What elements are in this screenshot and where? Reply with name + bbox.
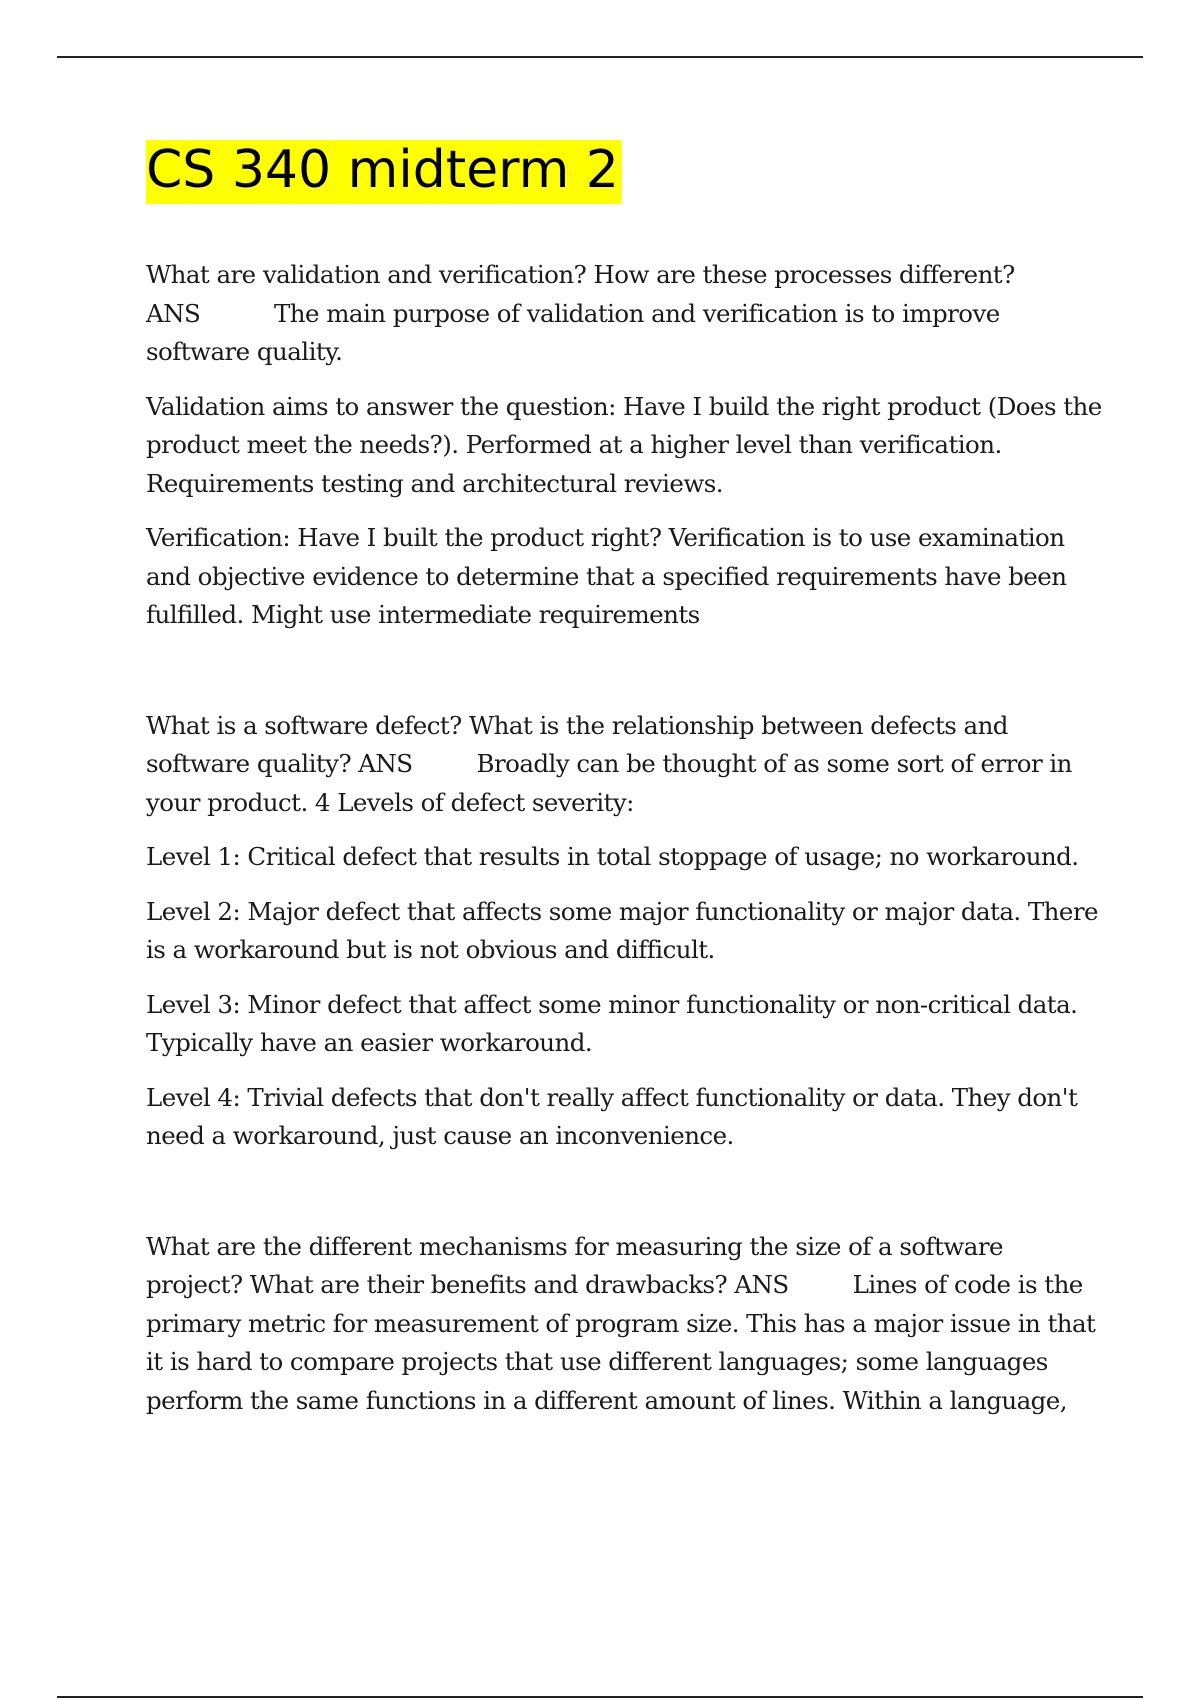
question-text: What is a software defect? What is the relationship between defects and software quality?: [146, 710, 1008, 778]
ans-label: ANS: [146, 298, 201, 328]
answer-paragraph: Level 4: Trivial defects that don't really affect functionality or data. They don't need a workaround, just cause an inconvenience.: [146, 1082, 1078, 1150]
section-spacer: [146, 1172, 1106, 1228]
answer-paragraph: Verification: Have I built the product right? Verification is to use examination and objective evidence to determine that a specified requirements have been fulfilled. Might use intermediate requirements: [146, 523, 1067, 629]
document-title: CS 340 midterm 2: [146, 140, 621, 204]
answer-paragraph: Level 3: Minor defect that affect some minor functionality or non-critical data. Typically have an easier workaround.: [146, 989, 1078, 1057]
header-rule: [57, 56, 1143, 58]
question-text: What are validation and verification? How are these processes different?: [146, 260, 1015, 289]
question-paragraph: [146, 256, 1106, 372]
question-paragraph: [146, 1228, 1106, 1421]
answer-paragraph: Validation aims to answer the question: Have I build the right product (Does the product meet the needs?). Performed at a higher level than verification. Requirements testing and architectural reviews.: [146, 391, 1102, 498]
document-body: [146, 140, 1106, 1436]
footer-rule: [57, 1696, 1143, 1698]
answer-paragraph: Level 2: Major defect that affects some major functionality or major data. There is a workaround but is not obvious and difficult.: [146, 896, 1098, 964]
answer-text: Lines of code is the primary metric for measurement of program size. This has a major issue in that it is hard to compare projects that use different languages; some languages perform the same functions in a different amount of lines. Within a language,: [146, 1270, 1096, 1415]
answer-paragraph: Level 1: Critical defect that results in total stoppage of usage; no workaround.: [146, 842, 1079, 871]
answer-text: The main purpose of validation and verification is to improve software quality.: [146, 298, 1000, 366]
question-text: What are the different mechanisms for measuring the size of a software project? What are their benefits and drawbacks?: [146, 1231, 1003, 1299]
ans-label: ANS: [727, 1270, 789, 1299]
question-paragraph: [146, 707, 1106, 823]
title-block: [146, 140, 1106, 204]
ans-label: ANS: [351, 749, 413, 778]
section-spacer: [146, 651, 1106, 707]
answer-text: Broadly can be thought of as some sort of error in your product. 4 Levels of defect severity:: [146, 749, 1072, 817]
